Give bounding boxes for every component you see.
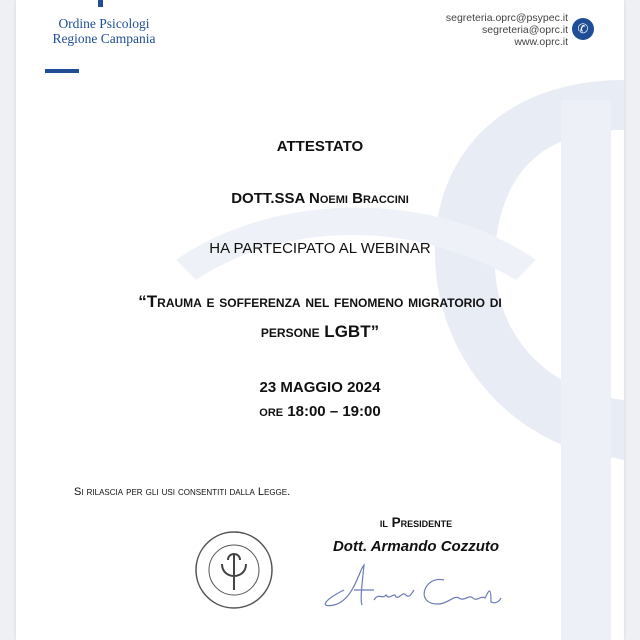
handwritten-signature	[314, 560, 514, 610]
contact-info	[446, 12, 568, 48]
date: 23 MAGGIO 2024	[259, 379, 381, 396]
email[interactable]: segreteria@oprc.it	[482, 24, 568, 36]
legal-note: Si rilascia per gli usi consentiti dalla Legge.	[74, 486, 291, 498]
divider	[45, 69, 79, 73]
org-name	[44, 16, 164, 46]
org-line1: Ordine Psicologi	[58, 16, 150, 31]
time: ore 18:00 – 19:00	[259, 403, 381, 420]
participation: HA PARTECIPATO AL WEBINAR	[209, 240, 431, 257]
logo-mark	[98, 0, 103, 7]
certificate-page	[16, 0, 624, 640]
pec-email[interactable]: segreteria.oprc@psypec.it	[445, 12, 568, 24]
president-name: Dott. Armando Cozzuto	[332, 538, 500, 555]
webinar-title-2: persone LGBT”	[260, 322, 380, 341]
official-seal	[194, 530, 274, 610]
website[interactable]: www.oprc.it	[514, 36, 568, 48]
webinar-title-1: “Trauma e sofferenza nel fenomeno migratorio di	[138, 292, 502, 311]
recipient-prefix: DOTT.SSA	[231, 190, 305, 207]
phone-icon: ✆	[572, 18, 594, 40]
org-line2: Regione Campania	[52, 31, 156, 46]
recipient-name: Noemi Braccini	[309, 190, 409, 207]
recipient	[16, 190, 624, 207]
president-role: il Presidente	[379, 515, 453, 530]
title: ATTESTATO	[276, 138, 364, 155]
